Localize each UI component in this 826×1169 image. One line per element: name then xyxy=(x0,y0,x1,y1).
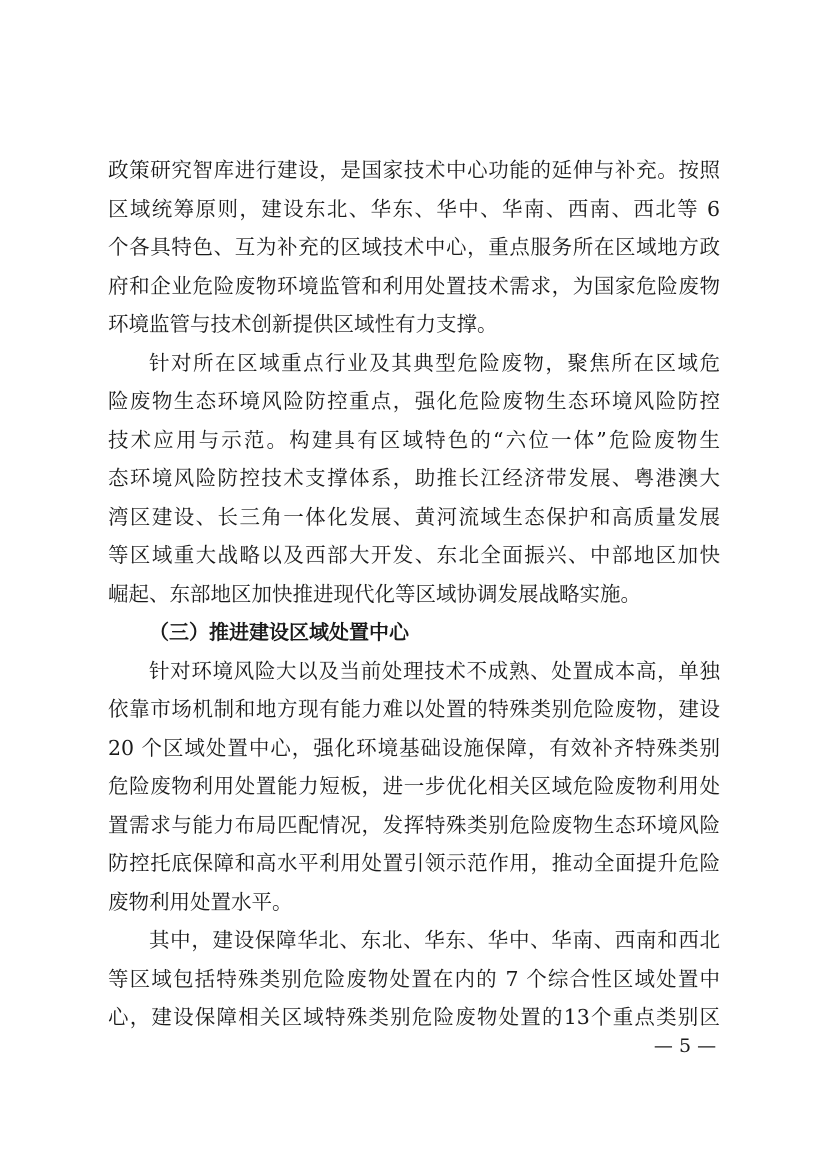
body-text-line: 区域统筹原则，建设东北、华东、华中、华南、西南、西北等 6 xyxy=(108,197,720,221)
body-text-line: 针对所在区域重点行业及其典型危险废物，聚焦所在区域危 xyxy=(149,351,720,375)
body-text-line: 等区域重大战略以及西部大开发、东北全面振兴、中部地区加快 xyxy=(108,543,720,567)
body-text-line: 其中，建设保障华北、东北、华东、华中、华南、西南和西北 xyxy=(149,928,720,952)
body-text-line: 20 个区域处置中心，强化环境基础设施保障，有效补齐特殊类别 xyxy=(108,736,720,760)
section-heading: （三）推进建设区域处置中心 xyxy=(149,620,409,644)
body-text-line: 崛起、东部地区加快推进现代化等区域协调发展战略实施。 xyxy=(108,582,641,606)
body-text-line: 防控托底保障和高水平利用处置引领示范作用，推动全面提升危险 xyxy=(108,851,720,875)
body-text-line: 危险废物利用处置能力短板，进一步优化相关区域危险废物利用处 xyxy=(108,774,720,798)
body-text-line: 技术应用与示范。构建具有区域特色的“六位一体”危险废物生 xyxy=(108,428,720,452)
body-text-line: 废物利用处置水平。 xyxy=(108,890,293,914)
page-number: — 5 — xyxy=(653,1035,717,1057)
body-text-line: 湾区建设、长三角一体化发展、黄河流域生态保护和高质量发展 xyxy=(108,505,720,529)
body-text-line: 环境监管与技术创新提供区域性有力支撑。 xyxy=(108,312,498,336)
body-text-line: 个各具特色、互为补充的区域技术中心，重点服务所在区域地方政 xyxy=(108,235,720,259)
body-text-line: 态环境风险防控技术支撑体系，助推长江经济带发展、粤港澳大 xyxy=(108,466,720,490)
body-text-line: 等区域包括特殊类别危险废物处置在内的 7 个综合性区域处置中 xyxy=(108,967,720,991)
body-text-line: 府和企业危险废物环境监管和利用处置技术需求，为国家危险废物 xyxy=(108,274,720,298)
body-text-line: 置需求与能力布局匹配情况，发挥特殊类别危险废物生态环境风险 xyxy=(108,813,720,837)
body-text-line: 针对环境风险大以及当前处理技术不成熟、处置成本高，单独 xyxy=(149,659,720,683)
body-text-line: 险废物生态环境风险防控重点，强化危险废物生态环境风险防控 xyxy=(108,389,720,413)
body-text-line: 依靠市场机制和地方现有能力难以处置的特殊类别危险废物，建设 xyxy=(108,697,720,721)
body-text-line: 政策研究智库进行建设，是国家技术中心功能的延伸与补充。按照 xyxy=(108,158,720,182)
body-text-line: 心，建设保障相关区域特殊类别危险废物处置的13个重点类别区 xyxy=(108,1005,720,1029)
